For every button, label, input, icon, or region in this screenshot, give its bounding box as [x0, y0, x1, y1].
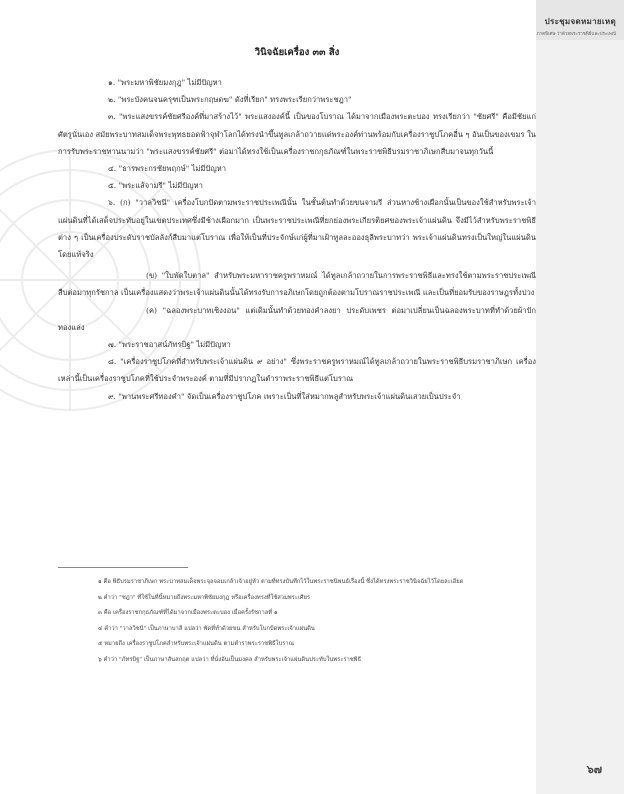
running-header — [532, 15, 616, 37]
running-header-title: ประชุมจดหมายเหตุ — [544, 17, 616, 26]
footnote-4: ๔ คำว่า "วาลวิชนี" เป็นภาษาบาลี แปลว่า พัดที่ทำด้วยขน สำหรับโบกปัดพระเจ้าแผ่นดิน — [98, 625, 315, 632]
page-number: ๖๗ — [586, 763, 602, 776]
item-6b: (ข) "ใบพัดใบตาล" สำหรับพระมหาราชครูพราหมณ์ ได้ทูลเกล้าถวายในการพระราชพิธีและทรงใช้ตามพระราชประเพณีสืบต่อมาทุกรัชกาล เป็นเครื่องแสดงว่าพระเจ้าแผ่นดินนั้นได้ทรงรับการอภิเษกโดยถูกต้องตามโบราณราชประเพณี และเป็นที่ยอมรับของราษฎรทั้งปวง — [58, 271, 536, 298]
side-band — [536, 0, 624, 794]
item-6c: (ค) "ฉลองพระบาทเชิงงอน" แต่เดิมนั้นทำด้วยทองคำลงยา ประดับเพชร ต่อมาเปลี่ยนเป็นฉลองพระบาทที่ทำด้วยผ้าปักทองแล่ง — [58, 305, 536, 332]
footnote-6: ๖ คำว่า "ภัทรบิฐ" เป็นภาษาสันสกฤต แปลว่า ที่นั่งอันเป็นมงคล สำหรับพระเจ้าแผ่นดินประทับในพระราชพิธี — [98, 656, 362, 663]
item-2: ๒. "พระบังคนจนครุฑเป็นพระกฤษดฆ" ดังที่เรียก" ทรงพระเรียกว่าพระชฎา" — [108, 95, 352, 105]
footnote-1: ๑ คือ พิธีบรมราชาภิเษก พระบาทสมเด็จพระจุลจอมเกล้าเจ้าอยู่หัว ตามที่ทรงบันทึกไว้ในพระราชนิพนธ์เรื่องนี้ ซึ่งได้ทรงพระราชวินิจฉัยไว้โดยละเอียด — [98, 579, 464, 585]
item-8: ๘. "เครื่องราชูปโภคที่สำหรับพระเจ้าแผ่นดิน ๙ อย่าง" ซึ่งพระราชครูพราหมณ์ได้ทูลเกล้าถวายในพระราชพิธีบรมราชาภิเษก เครื่องเหล่านี้เป็นเครื่องราชูปโภคที่ใช้ประจำพระองค์ ตามที่มีปรากฏในตำราพระราชพิธีแต่โบราณ — [58, 357, 536, 384]
section-heading: วินิจฉัยเครื่อง ๓๓ สิ่ง — [254, 47, 340, 58]
footnote-divider — [58, 567, 188, 568]
item-5: ๕. "พระแส้จามรี" ไม่มีปัญหา — [108, 181, 203, 191]
main-text — [58, 45, 536, 405]
footnote-3: ๓ คือ เครื่องราชกกุธภัณฑ์ที่ได้มาจากเมืองพระตะบอง เมื่อครั้งรัชกาลที่ ๑ — [98, 610, 278, 616]
item-9: ๙. "พานพระศรีทองคำ" จัดเป็นเครื่องราชูปโภค เพราะเป็นที่ใส่หมากพลูสำหรับพระเจ้าแผ่นดินเสวยเป็นประจำ — [108, 391, 461, 401]
footnote-5: ๕ หมายถึง เครื่องราชูปโภคสำหรับพระเจ้าแผ่นดิน ตามตำราพระราชพิธีโบราณ — [98, 641, 295, 647]
item-6a: ๖. (ก) "วาลวิชนี" เครื่องโบกปัดตามพระราชประเพณีนั้น ในชั้นต้นทำด้วยขนจามรี ส่วนหางช้างเผือกนั้นเป็นของใช้สำหรับพระเจ้าแผ่นดินที่ได้เสด็จประทับอยู่ในเขตประเทศซึ่งมีช้างเผือกมาก เป็นพระราชประเพณีที่ยกย่องพระเกียรติยศของพระเจ้าแผ่นดิน จึงมีไว้สำหรับพระราชพิธีต่าง ๆ เป็นเครื่องประดับราชบัลลังก์สืบมาแต่โบราณ เพื่อให้เป็นที่ประจักษ์แก่ผู้ที่มาเฝ้าทูลละอองธุลีพระบาทว่า พระเจ้าแผ่นดินทรงเป็นใหญ่ในแผ่นดินโดยแท้จริง — [58, 198, 536, 260]
item-7: ๗. "พระราชอาสน์ภัทรบิฐ" ไม่มีปัญหา — [108, 340, 231, 350]
footnotes — [58, 576, 536, 668]
item-1: ๑. "พระมหาพิชัยมงกุฎ" ไม่มีปัญหา — [108, 78, 222, 87]
footnote-2: ๒ คำว่า "ชฎา" ที่ใช้ในที่นี้หมายถึงพระมหาพิชัยมงกุฎ หรือเครื่องทรงที่ใช้สวมพระเศียร — [98, 594, 311, 601]
running-header-subtitle: ภาคพิเศษ ว่าด้วยพระราชพิธีและประเพณี — [536, 32, 616, 37]
item-4: ๔. "ธารพระกรชัยพฤกษ์" ไม่มีปัญหา — [108, 164, 226, 174]
item-3: ๓. "พระแสงขรรค์ชัยศรีองค์ที่มาสร้างไว้" พระแสงองค์นี้ เป็นของโบราณ ได้มาจากเมืองพระตะบอง ทรงเรียกว่า "ชัยศรี" คือมีชัยแก่ศัตรูนั่นเอง สมัยพระบาทสมเด็จพระพุทธยอดฟ้าจุฬาโลกได้ทรงนำขึ้นทูลเกล้าถวายแด่พระองค์ท่านพร้อมกับเครื่องราชูปโภคอื่น ๆ อันเป็นของเขมร ในการรับพระราชทานนามว่า "พระแสงขรรค์ชัยศรี" ต่อมาได้ทรงใช้เป็นเครื่องราชกกุธภัณฑ์ในพระราชพิธีบรมราชาภิเษกสืบมาจนทุกวันนี้ — [58, 112, 536, 156]
